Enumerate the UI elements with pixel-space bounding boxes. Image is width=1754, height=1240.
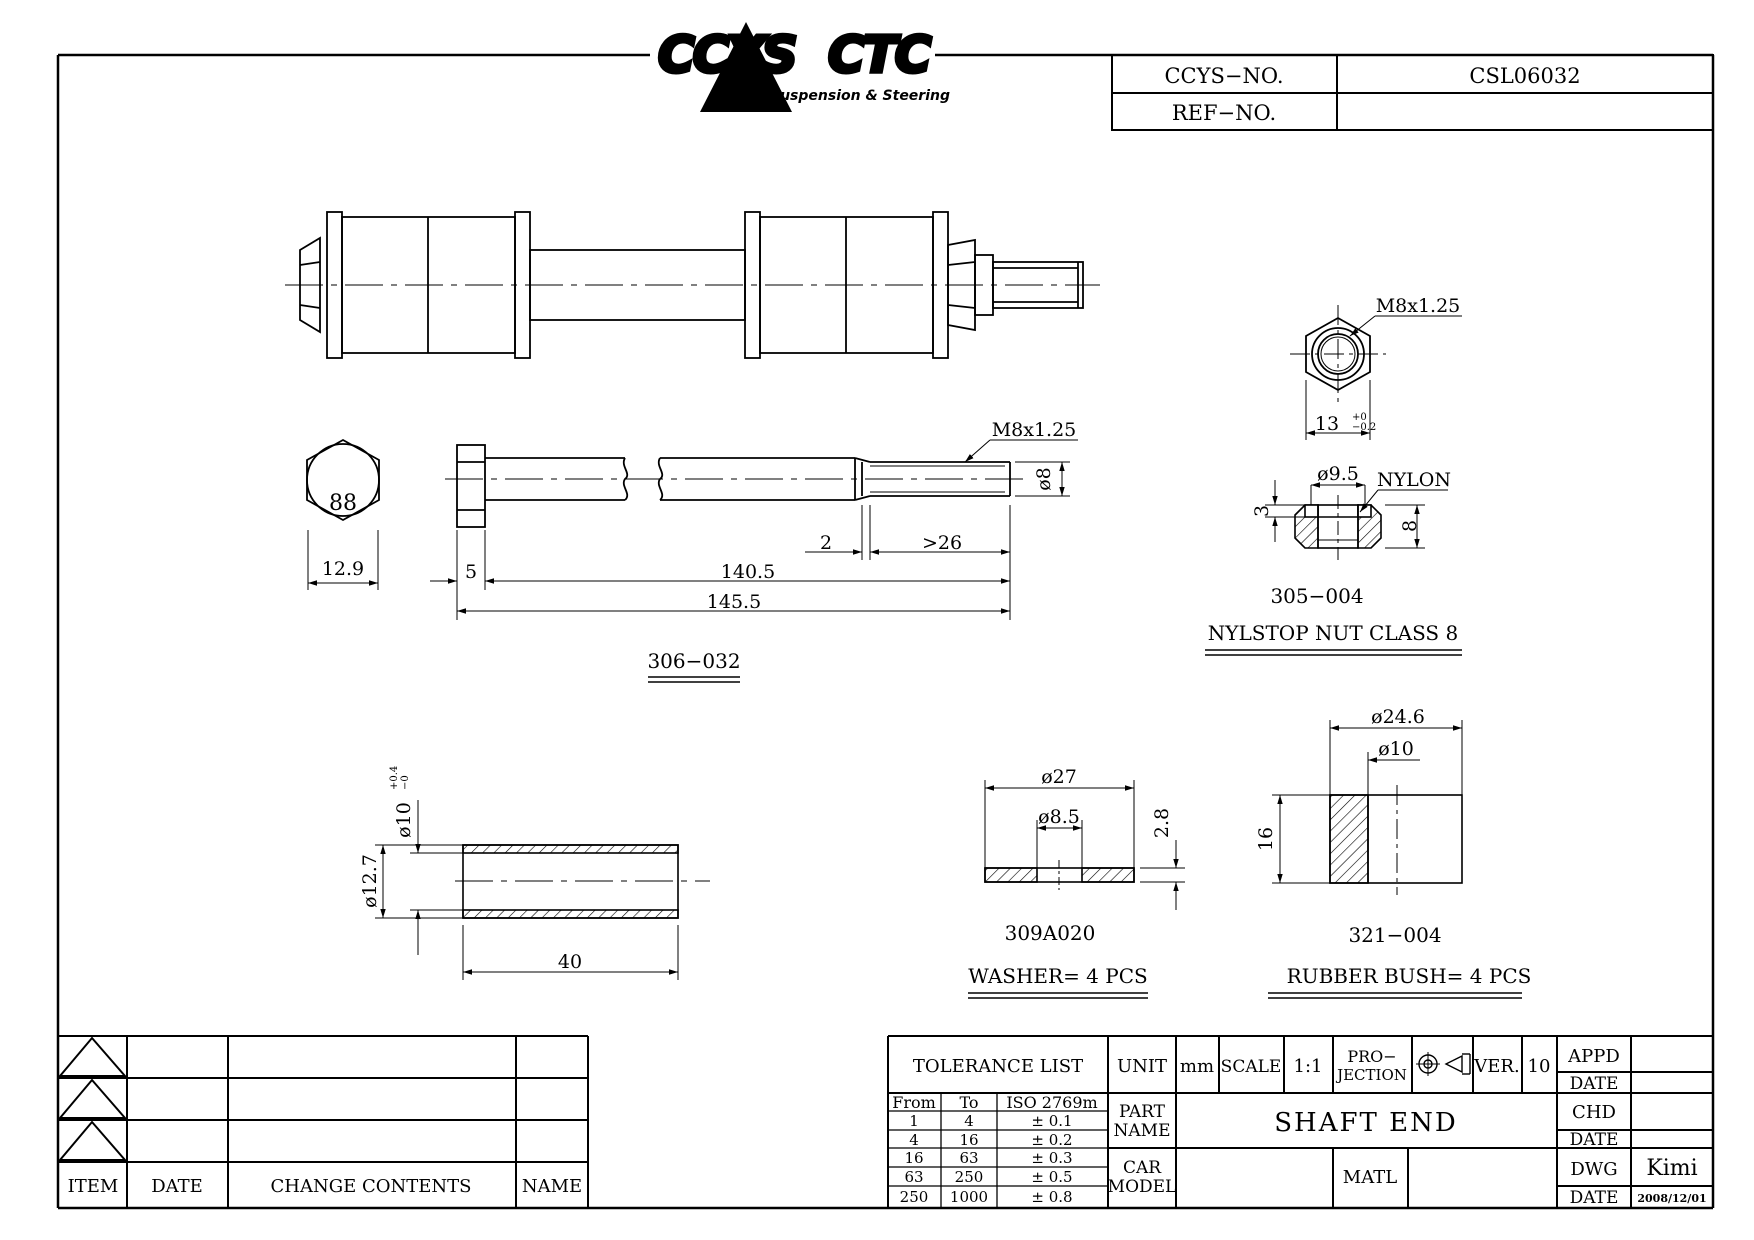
unit-value: mm — [1179, 1056, 1215, 1077]
logo-right-text: CTC — [828, 26, 930, 84]
logo-tagline: Suspension & Steering — [770, 88, 950, 104]
chd-label: CHD — [1572, 1102, 1616, 1123]
tol-cell: 16 — [904, 1149, 924, 1167]
revision-table — [58, 1036, 588, 1208]
bolt-part-number — [647, 649, 740, 682]
washer-view — [985, 780, 1185, 910]
title-block — [888, 1036, 1713, 1208]
sleeve-outer-dim: ø12.7 — [359, 854, 381, 908]
nut-width-dim: 13 — [1314, 413, 1340, 435]
part-name-label: PART — [1119, 1102, 1165, 1122]
nut-thread-label: M8x1.25 — [1375, 295, 1461, 317]
bush-title — [1268, 964, 1531, 998]
bolt-shank-dim: 140.5 — [720, 561, 776, 583]
svg-text:NYLSTOP NUT CLASS 8: NYLSTOP NUT CLASS 8 — [1207, 621, 1459, 645]
matl-label: MATL — [1342, 1167, 1398, 1188]
tol-header-from: From — [892, 1093, 936, 1112]
ccys-no-label: CCYS−NO. — [1164, 64, 1284, 88]
projection-label: PRO− — [1347, 1047, 1397, 1066]
rev-header-date: DATE — [151, 1176, 203, 1197]
bolt-hex-label: 88 — [329, 491, 357, 516]
sleeve-inner-dim: ø10 — [393, 802, 415, 838]
bolt-dia-dim: ø8 — [1033, 467, 1055, 491]
tol-cell: 16 — [959, 1131, 979, 1149]
tol-header-iso: ISO 2769m — [1006, 1093, 1098, 1112]
bolt-gap-dim: 2 — [819, 532, 833, 554]
tol-cell: 4 — [964, 1112, 974, 1130]
washer-part-number: 309A020 — [1004, 921, 1096, 945]
bush-length-dim: 16 — [1255, 826, 1277, 852]
rev-header-name: NAME — [521, 1176, 583, 1197]
sleeve-tol-lower: −0 — [400, 775, 411, 790]
sleeve-length-dim: 40 — [557, 951, 583, 973]
sleeve-tol-upper: +0.4 — [389, 765, 400, 790]
tol-header-to: To — [959, 1093, 979, 1112]
ver-value: 10 — [1527, 1056, 1551, 1077]
washer-thickness-dim: 2.8 — [1151, 807, 1173, 839]
chd-date-label: DATE — [1569, 1130, 1619, 1150]
rev-header-change: CHANGE CONTENTS — [270, 1176, 472, 1197]
tol-cell: ± 0.8 — [1031, 1188, 1073, 1206]
bush-part-number: 321−004 — [1348, 923, 1442, 947]
tol-cell: 63 — [959, 1149, 979, 1167]
tol-cell: 4 — [909, 1131, 919, 1149]
tol-cell: ± 0.1 — [1031, 1112, 1073, 1130]
tol-cell: 1 — [909, 1112, 919, 1130]
nut-width-tol-upper: +0 — [1352, 412, 1367, 423]
ver-label: VER. — [1474, 1056, 1520, 1077]
part-name-value: SHAFT END — [1274, 1108, 1458, 1138]
bush-inner-dim: ø10 — [1378, 738, 1414, 760]
bolt-thread-label: M8x1.25 — [991, 419, 1077, 441]
projection-label: JECTION — [1337, 1066, 1407, 1084]
tol-cell: 1000 — [949, 1188, 989, 1206]
tol-cell: 250 — [899, 1188, 929, 1206]
nut-part-number: 305−004 — [1270, 584, 1364, 608]
dwg-date: 2008/12/01 — [1637, 1192, 1707, 1205]
appd-label: APPD — [1568, 1046, 1620, 1067]
nut-width-tol-lower: −0.2 — [1352, 422, 1377, 433]
svg-text:306−032: 306−032 — [647, 649, 741, 673]
bolt-total-dim: 145.5 — [706, 591, 762, 613]
dwg-label: DWG — [1570, 1159, 1618, 1180]
dwg-date-label: DATE — [1569, 1188, 1619, 1208]
company-logo — [658, 22, 950, 112]
washer-title — [968, 964, 1148, 998]
assembly-view — [285, 212, 1100, 358]
tol-cell: 63 — [904, 1168, 924, 1186]
tol-cell: ± 0.2 — [1031, 1131, 1073, 1149]
tolerance-rows — [900, 1112, 1073, 1206]
logo-left-text: CCYS — [658, 26, 796, 84]
nut-height-dim: 8 — [1399, 519, 1421, 533]
part-name-label: NAME — [1113, 1121, 1171, 1141]
svg-text:WASHER= 4 PCS: WASHER= 4 PCS — [968, 964, 1148, 988]
bolt-head-dim: 5 — [464, 561, 478, 583]
tol-cell: 250 — [954, 1168, 984, 1186]
nut-insert-height-dim: 3 — [1251, 504, 1273, 518]
scale-value: 1:1 — [1293, 1056, 1323, 1077]
nut-title — [1205, 621, 1462, 655]
tol-cell: ± 0.3 — [1031, 1149, 1073, 1167]
bush-view — [1272, 720, 1462, 895]
header-table — [1112, 55, 1713, 130]
dwg-name: Kimi — [1646, 1156, 1698, 1181]
car-model-label: MODEL — [1107, 1177, 1177, 1197]
bush-outer-dim: ø24.6 — [1371, 706, 1425, 728]
washer-outer-dim: ø27 — [1041, 766, 1077, 788]
bolt-hex-width-dim: 12.9 — [321, 558, 365, 580]
sleeve-view — [375, 800, 710, 980]
revision-triangle-icon — [60, 1038, 125, 1160]
washer-inner-dim: ø8.5 — [1038, 806, 1080, 828]
nut-bore-dim: ø9.5 — [1317, 463, 1359, 485]
scale-label: SCALE — [1220, 1057, 1282, 1077]
svg-text:RUBBER BUSH= 4 PCS: RUBBER BUSH= 4 PCS — [1286, 964, 1532, 988]
tolerance-title: TOLERANCE LIST — [912, 1056, 1084, 1077]
bolt-thread-length-dim: >26 — [921, 532, 963, 554]
car-model-label: CAR — [1122, 1158, 1162, 1178]
ccys-no-value: CSL06032 — [1469, 64, 1581, 88]
tol-cell: ± 0.5 — [1031, 1168, 1073, 1186]
ref-no-label: REF−NO. — [1171, 101, 1277, 125]
appd-date-label: DATE — [1569, 1074, 1619, 1094]
nut-insert-label: NYLON — [1377, 469, 1451, 491]
rev-header-item: ITEM — [67, 1176, 119, 1197]
unit-label: UNIT — [1116, 1056, 1168, 1077]
third-angle-projection-icon — [1416, 1052, 1470, 1076]
